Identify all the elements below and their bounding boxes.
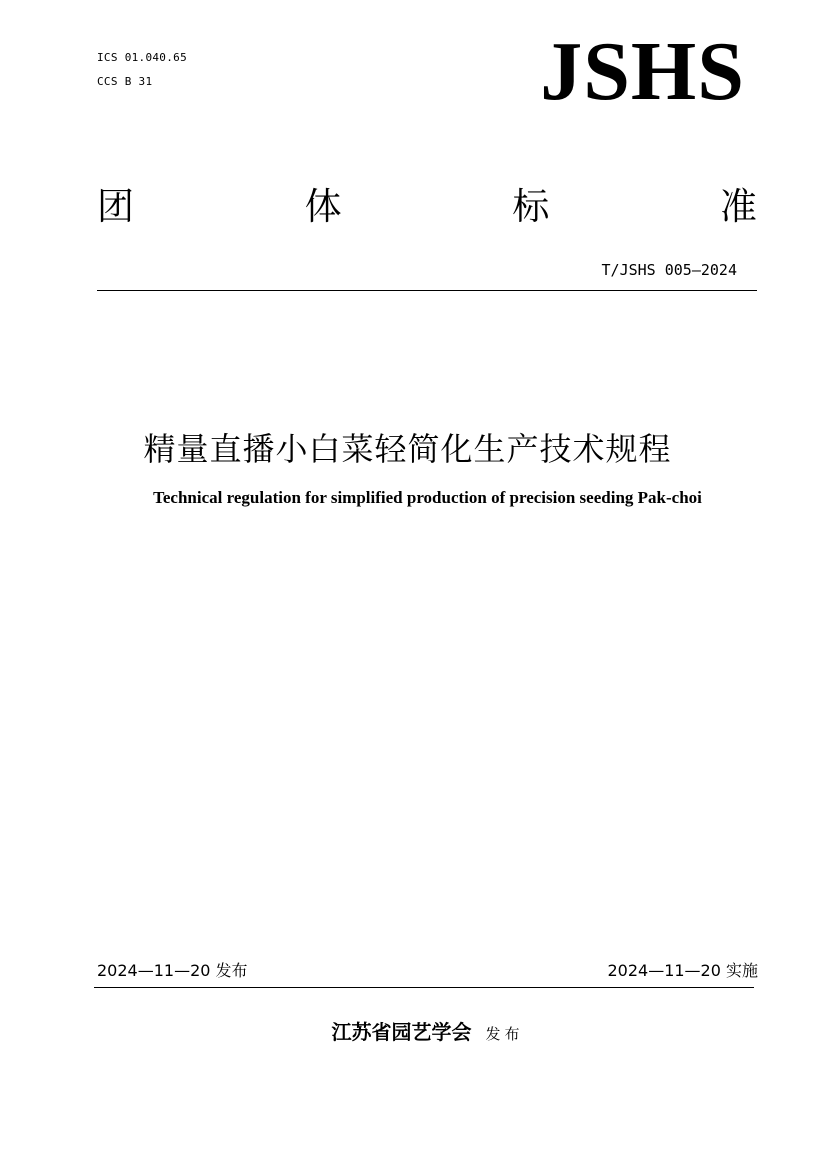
standard-number: T/JSHS 005—2024 xyxy=(601,261,737,279)
document-title-english: Technical regulation for simplified production of precision seeding Pak-choi xyxy=(153,488,702,507)
ccs-code: CCS B 31 xyxy=(97,75,153,88)
standard-type-char: 团 xyxy=(97,185,134,228)
standard-type-char: 准 xyxy=(719,185,757,228)
footer-divider xyxy=(94,987,754,988)
standard-type-char: 体 xyxy=(304,185,342,228)
header-divider xyxy=(97,290,757,291)
standard-type-heading xyxy=(97,185,757,228)
publisher-label: 发布 xyxy=(485,1025,524,1043)
jshs-logo: JSHS xyxy=(540,25,745,118)
standard-type-char: 标 xyxy=(512,185,550,228)
document-title-chinese: 精量直播小白菜轻简化生产技术规程 xyxy=(143,430,672,468)
publisher-line xyxy=(0,1016,815,1045)
release-date: 2024—11—20 发布 xyxy=(97,961,248,980)
implementation-date: 2024—11—20 实施 xyxy=(607,961,758,980)
ics-code: ICS 01.040.65 xyxy=(97,51,187,64)
publisher-organization: 江苏省园艺学会 xyxy=(331,1020,472,1044)
